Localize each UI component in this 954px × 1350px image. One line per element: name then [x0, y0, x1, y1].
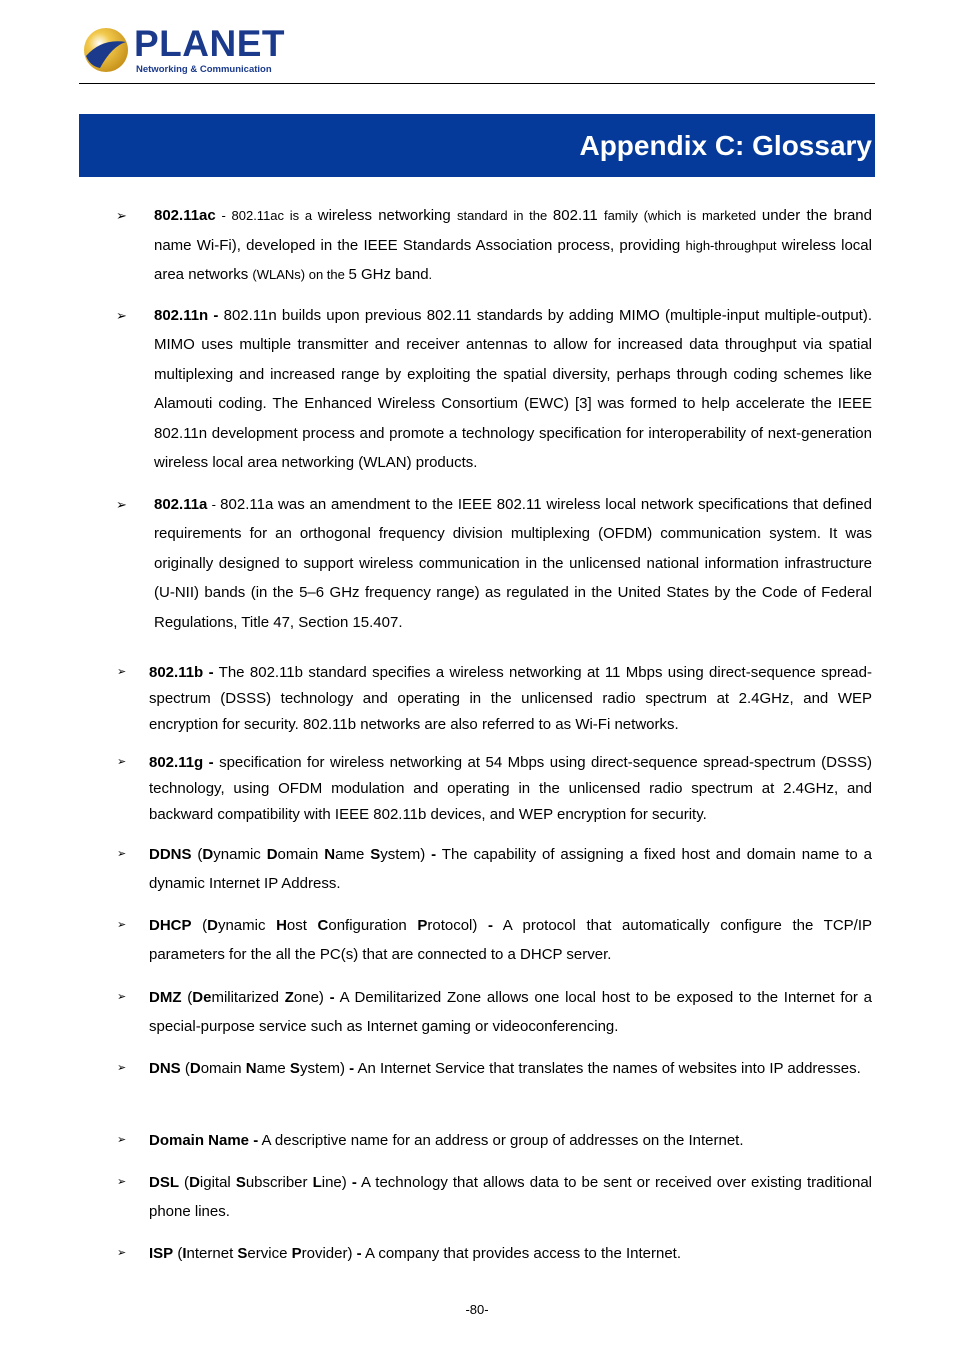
- entry-text: DSL (Digital Subscriber Line) - A technology that allows data to be sent or received over existing traditional phone lines.: [149, 1174, 872, 1221]
- bullet-arrow-icon: ➢: [117, 991, 127, 1003]
- term: 802.11b -: [149, 664, 214, 681]
- header-divider: [79, 83, 875, 84]
- glossary-entry-domain-name: [117, 1126, 872, 1155]
- term: Domain Name -: [149, 1132, 259, 1149]
- term: ISP: [149, 1245, 174, 1262]
- bullet-arrow-icon: ➢: [117, 1176, 127, 1188]
- bullet-arrow-icon: ➢: [116, 497, 127, 512]
- entry-text: Domain Name - A descriptive name for an address or group of addresses on the Internet.: [149, 1132, 744, 1149]
- glossary-entry-802-11b: [117, 660, 872, 737]
- entry-text: DDNS (Dynamic Domain Name System) - The capability of assigning a fixed host and domain name to a dynamic Internet IP Address.: [149, 846, 872, 893]
- bullet-arrow-icon: ➢: [117, 1134, 127, 1146]
- entry-text: 802.11a - 802.11a was an amendment to the IEEE 802.11 wireless local network specifications that defined requirements for an orthogonal frequency division multiplexing (OFDM) communication system. It was originally designed to support wireless communication in the unlicensed national information infrastructure (U-NII) bands (in the 5–6 GHz frequency range) as regulated in the United States by the Code of Federal Regulations, Title 47, Section 15.407.: [154, 496, 872, 631]
- entry-text: 802.11ac - 802.11ac is a wireless networking standard in the 802.11 family (which is marketed under the brand name Wi-Fi), developed in the IEEE Standards Association process, providing high-throughput wireless local area networks (WLANs) on the 5 GHz band.: [154, 207, 872, 283]
- glossary-entry-isp: [117, 1239, 872, 1268]
- term: 802.11n -: [154, 307, 219, 324]
- entry-text: 802.11g - specification for wireless networking at 54 Mbps using direct-sequence spread-spectrum (DSSS) technology, using OFDM modulation and operating in the unlicensed radio spectrum at 2.4GHz, and backward compatibility with IEEE 802.11b devices, and WEP encryption for security.: [149, 754, 872, 823]
- globe-logo-icon: [82, 26, 130, 74]
- bullet-arrow-icon: ➢: [117, 1062, 127, 1074]
- glossary-entry-dsl: [117, 1168, 872, 1227]
- logo-tagline: Networking & Communication: [136, 64, 272, 75]
- bullet-arrow-icon: ➢: [117, 848, 127, 860]
- bullet-arrow-icon: ➢: [117, 756, 127, 768]
- glossary-entry-dhcp: [117, 911, 872, 970]
- page-number: -80-: [465, 1302, 489, 1317]
- term: DHCP: [149, 917, 192, 934]
- term: DDNS: [149, 846, 192, 863]
- term: 802.11ac: [154, 207, 216, 224]
- planet-logo: [82, 24, 292, 78]
- bullet-arrow-icon: ➢: [116, 208, 127, 223]
- glossary-entry-802-11a: [116, 490, 872, 637]
- glossary-entry-802-11ac: [116, 201, 872, 290]
- entry-text: 802.11n - 802.11n builds upon previous 802.11 standards by adding MIMO (multiple-input multiple-output). MIMO uses multiple transmitter and receiver antennas to allow for increased data throughput via spatial multiplexing and increased range by exploiting the spatial diversity, perhaps through coding schemes like Alamouti coding. The Enhanced Wireless Consortium (EWC) [3] was formed to help accelerate the IEEE 802.11n development process and promote a technology specification for interoperability of next-generation wireless local area networking (WLAN) products.: [154, 307, 872, 472]
- term: DNS: [149, 1060, 181, 1077]
- page-title: Appendix C: Glossary: [579, 130, 872, 161]
- term: 802.11g -: [149, 754, 214, 771]
- glossary-entry-802-11g: [117, 750, 872, 827]
- glossary-entry-dmz: [117, 983, 873, 1042]
- term: DSL: [149, 1174, 179, 1191]
- term: 802.11a: [154, 496, 208, 513]
- entry-text: DMZ (Demilitarized Zone) - A Demilitarized Zone allows one local host to be exposed to the Internet for a special-purpose service such as Internet gaming or videoconferencing.: [149, 989, 873, 1036]
- entry-text: 802.11b - The 802.11b standard specifies a wireless networking at 11 Mbps using direct-sequence spread-spectrum (DSSS) technology and operating in the unlicensed radio spectrum at 2.4GHz, and WEP encryption for security. 802.11b networks are also referred to as Wi-Fi networks.: [149, 664, 872, 733]
- entry-text: ISP (Internet Service Provider) - A company that provides access to the Internet.: [149, 1245, 681, 1262]
- glossary-entry-dns: [117, 1054, 872, 1083]
- bullet-arrow-icon: ➢: [117, 666, 127, 678]
- term: DMZ: [149, 989, 182, 1006]
- section-banner: [79, 114, 875, 177]
- bullet-arrow-icon: ➢: [117, 1247, 127, 1259]
- logo-wordmark: PLANET: [134, 23, 285, 64]
- entry-text: DNS (Domain Name System) - An Internet Service that translates the names of websites into IP addresses.: [149, 1060, 861, 1077]
- glossary-entry-802-11n: [116, 301, 872, 477]
- glossary-entry-ddns: [117, 840, 872, 899]
- bullet-arrow-icon: ➢: [117, 919, 127, 931]
- entry-text: DHCP (Dynamic Host Configuration Protocol) - A protocol that automatically configure the TCP/IP parameters for the all the PC(s) that are connected to a DHCP server.: [149, 917, 872, 964]
- bullet-arrow-icon: ➢: [116, 308, 127, 323]
